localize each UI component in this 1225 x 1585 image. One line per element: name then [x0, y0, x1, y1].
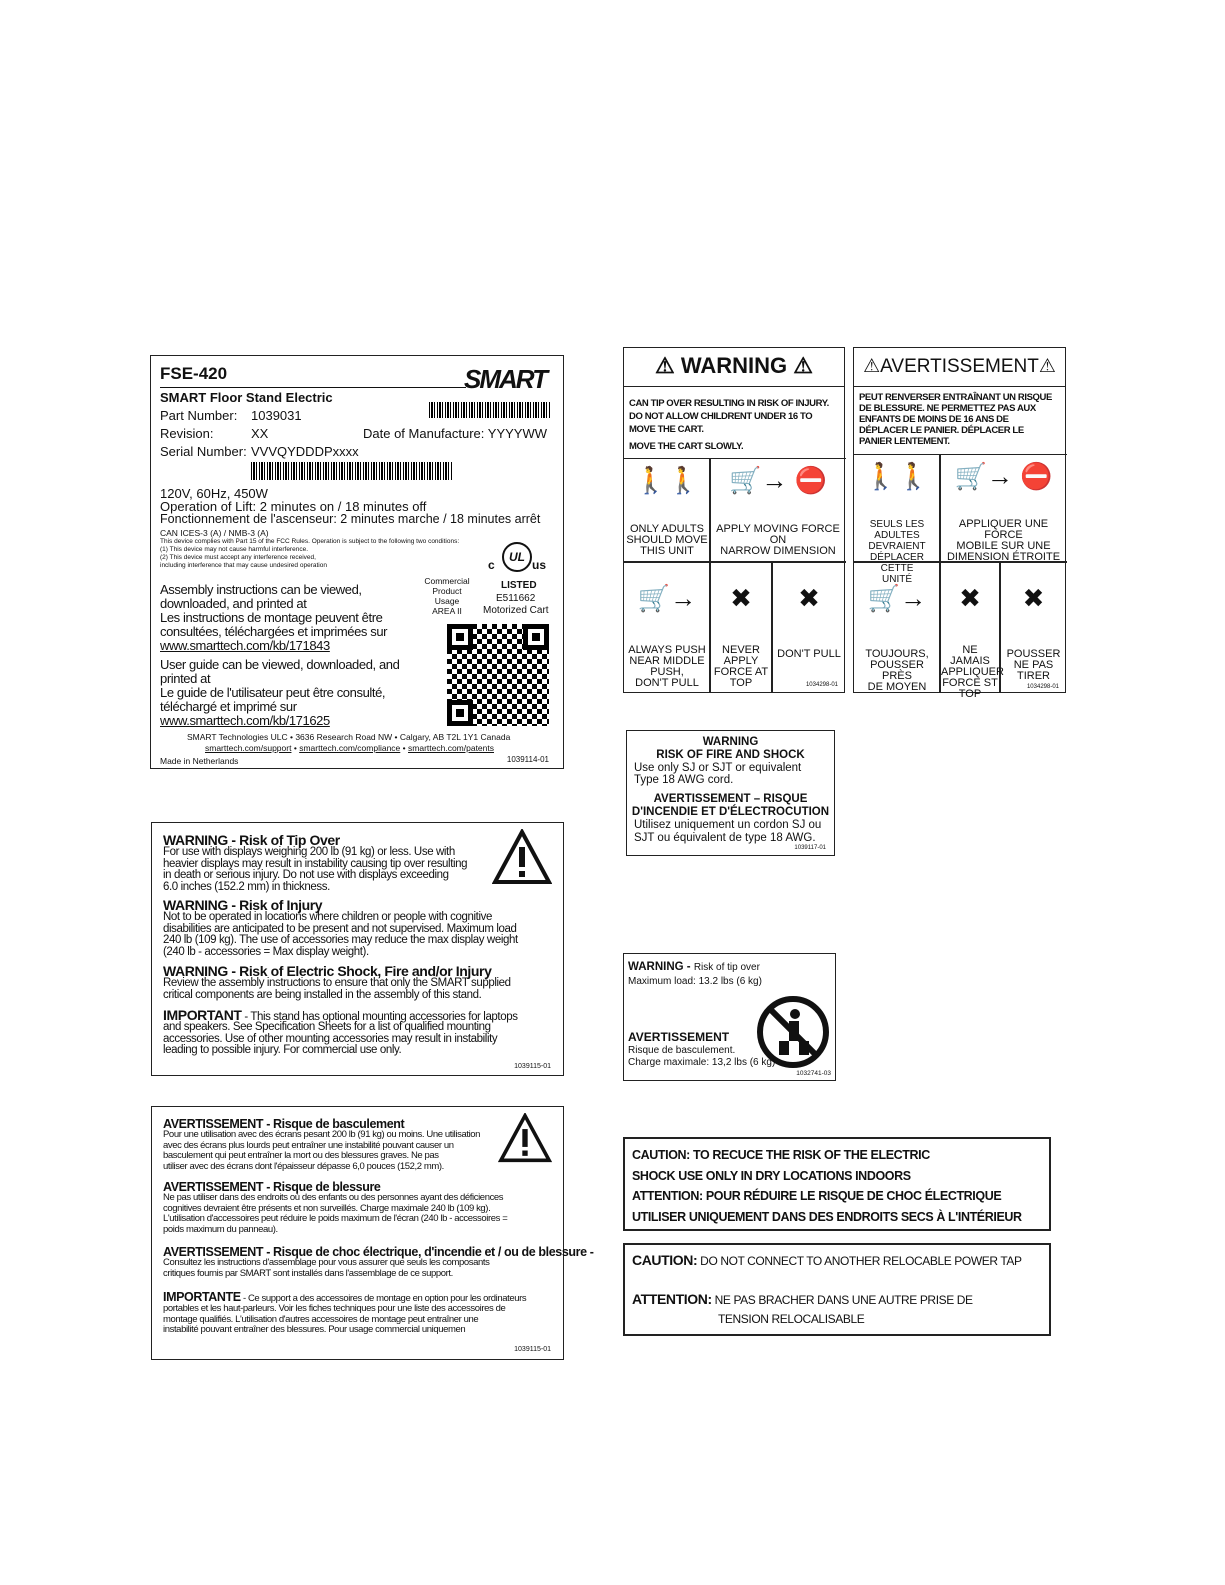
tip-warning-en: [623, 347, 845, 693]
push-middle-icon: 🛒→: [867, 583, 927, 613]
warning-fr-p2: Ne pas utiliser dans des endroits où des enfants ou des personnes ayant des déficiences cognitives devraient être présents et non surveillés. Charge maximale 240 lb (109 kg). L'utilisation d'accessoires peut réduire le poids maximum de l'écran (240 lb - accessoires = poids maximum du panneau).: [163, 1192, 508, 1235]
picto-fr-pull-label: POUSSER NE PAS TIRER: [1006, 648, 1061, 682]
tip-fr-rule: [854, 386, 1065, 387]
fire-title-fr: AVERTISSEMENT – RISQUE: [653, 793, 808, 805]
warning-en-h1: WARNING - Risk of Tip Over: [163, 832, 340, 848]
made-in: Made in Netherlands: [160, 756, 239, 766]
picto-fr-pull: [1000, 562, 1067, 693]
warning-en-h2: WARNING - Risk of Injury: [163, 897, 323, 913]
brand-rule: [160, 387, 466, 388]
ul-number: E511662: [496, 593, 536, 604]
serial-label: Serial Number:: [160, 444, 247, 459]
tip-en-rule: [624, 386, 844, 387]
picto-fr-push: [854, 562, 940, 693]
company-links: smarttech.com/support • smarttech.com/compliance • smarttech.com/patents: [205, 743, 494, 753]
caution-tap-fr-2: TENSION RELOCALISABLE: [718, 1312, 865, 1326]
picto-fr-never: [940, 562, 1004, 700]
warning-fr-h1: AVERTISSEMENT - Risque de basculement: [163, 1117, 405, 1131]
warning-en-p2: Not to be operated in locations where children or people with cognitive disabilities are anticipated to be present and not supervised. Maximum load 240 lb (109 kg). The use of accessories may reduce the max display weight (240 lb - accessories = Max display weight).: [163, 911, 518, 958]
guide-url[interactable]: www.smarttech.com/kb/171625: [160, 713, 330, 728]
warning-fr-h3: AVERTISSEMENT - Risque de choc électrique, d'incendie et / ou de blessure -: [163, 1245, 594, 1259]
product-label: [150, 355, 564, 769]
tip-en-code: 1034298-01: [805, 682, 838, 688]
qr-code: [447, 624, 549, 726]
picto-dont-pull-label: DON'T PULL: [777, 648, 841, 660]
serial-number: VVVQYDDDPxxxx: [251, 444, 359, 459]
power-rating: 120V, 60Hz, 450W: [160, 486, 268, 501]
adults-icon: 🚶🚶: [634, 465, 700, 495]
caution-dry-text: CAUTION: TO RECUCE THE RISK OF THE ELECTRIC SHOCK USE ONLY IN DRY LOCATIONS INDOORS ATTENTION: POUR RÉDUIRE LE RISQUE DE CHOC ÉLECTRIQUE UTILISER UNIQUEMENT DANS DES ENDROITS SECS À L'INTÉRIEUR: [632, 1148, 1022, 1224]
tip-small-avert: AVERTISSEMENT: [628, 1030, 730, 1044]
no-top-force-icon: ✖: [959, 583, 981, 613]
fire-line4: SJT ou équivalent de type 18 AWG.: [634, 832, 816, 844]
tip-fr-text: PEUT RENVERSER ENTRAÎNANT UN RISQUE DE BLESSURE. NE PERMETTEZ PAS AUX ENFANTS DE MOINS DE 16 ANS DE DÉPLACER LE PANIER. DÉPLACER LE PANIER LENTEMENT.: [859, 392, 1052, 447]
patents-link[interactable]: smarttech.com/patents: [408, 743, 494, 753]
ices-statement: CAN ICES-3 (A) / NMB-3 (A): [160, 528, 269, 538]
fire-line2: Type 18 AWG cord.: [634, 774, 734, 786]
push-cart-icon: 🛒→ ⛔: [954, 461, 1053, 491]
warning-en-h3: WARNING - Risk of Electric Shock, Fire and/or Injury: [163, 963, 492, 979]
fcc-statement: This device complies with Part 15 of the FCC Rules. Operation is subject to the following two conditions: (1) This device may not cause harmful interference. (2) This device must accept any interference received, including interference that may cause undesired operation: [160, 538, 460, 569]
no-pull-icon: ✖: [1022, 583, 1045, 613]
assembly-url[interactable]: www.smarttech.com/kb/171843: [160, 638, 330, 653]
picto-narrow-label: APPLY MOVING FORCE ON NARROW DIMENSION: [716, 523, 840, 557]
warning-triangle-icon: [492, 829, 552, 885]
warning-en-p4: and speakers. See Specification Sheets for a list of qualified mounting accessories. Use of other mounting accessories may result in instability leading to possible injury. For commercial use only.: [163, 1021, 498, 1056]
fire-subtitle-fr: D'INCENDIE ET D'ÉLECTROCUTION: [631, 806, 830, 818]
smart-logo: SMART: [464, 364, 546, 394]
tip-warning-fr: [853, 347, 1066, 700]
company-address: SMART Technologies ULC • 3636 Research Road NW • Calgary, AB T2L 1Y1 Canada: [187, 732, 511, 742]
compliance-link[interactable]: smarttech.com/compliance: [299, 743, 401, 753]
part-number: 1039031: [251, 408, 302, 423]
picto-fr-narrow: [940, 454, 1067, 562]
part-number-label: Part Number:: [160, 408, 238, 423]
support-link[interactable]: smarttech.com/support: [205, 743, 292, 753]
fire-code: 1039117-01: [794, 845, 826, 851]
picto-fr-never-label: NE JAMAIS APPLIQUER FORCE ST TOP: [941, 644, 1004, 700]
tip-small-warning: WARNING - Risk of tip over: [628, 961, 760, 973]
tip-fr-code: 1034298-01: [1026, 684, 1059, 690]
no-pull-icon: ✖: [798, 583, 820, 613]
ul-mark: [488, 542, 547, 578]
fire-line3: Utilisez uniquement un cordon SJ ou: [634, 819, 822, 831]
picto-dont-pull: [772, 562, 846, 693]
caution-tap-en: CAUTION: DO NOT CONNECT TO ANOTHER RELOCABLE POWER TAP: [632, 1252, 1022, 1268]
warning-en-important: IMPORTANT - This stand has optional mounting accessories for laptops: [163, 1007, 518, 1023]
picto-adults: [624, 458, 710, 562]
tip-small-load-fr: Charge maximale: 13,2 lbs (6 kg): [628, 1057, 776, 1068]
fire-line1: Use only SJ or SJT or equivalent: [634, 762, 802, 774]
lift-operation-en: Operation of Lift: 2 minutes on / 18 minutes off: [160, 499, 427, 514]
picto-adults-label: ONLY ADULTS SHOULD MOVE THIS UNIT: [626, 523, 708, 557]
push-middle-icon: 🛒→: [637, 583, 697, 613]
picto-never-top-label: NEVER APPLY FORCE AT TOP: [713, 644, 769, 689]
caution-dry-label: [623, 1137, 1051, 1231]
ul-cart: Motorized Cart: [483, 605, 549, 616]
warning-fr-p3: Consultez les instructions d'assemblage pour vous assurer que seuls les composants critiques fournis par SMART sont installés dans l'assemblage de ce support.: [163, 1257, 490, 1279]
part-barcode: [429, 402, 551, 418]
tip-en-title: ⚠ WARNING ⚠: [655, 353, 813, 378]
revision-label: Revision:: [160, 426, 214, 441]
revision: XX: [251, 426, 269, 441]
tip-fr-title: ⚠AVERTISSEMENT⚠: [863, 356, 1056, 377]
caution-tap-label: [623, 1243, 1051, 1336]
warning-triangle-icon: [498, 1113, 552, 1163]
warning-en-p3: Review the assembly instructions to ensure that only the SMART supplied critical components are being installed in the assembly of this stand.: [163, 977, 511, 1001]
warning-fr-p4: portables et les haut-parleurs. Voir les fiches techniques pour une liste des accessoires de montage qualifiés. L'utilisation d'autres accessoires de montage peut entraîner une instabilité pouvant entraîner des blessures. Pour usage commercial uniquemen: [163, 1303, 506, 1335]
warning-fr-p1: Pour une utilisation avec des écrans pesant 200 lb (91 kg) ou moins. Une utilisation avec des écrans plus lourds peut entraîner une instabilité pouvant causer un basculement qui peut entraîner la mort ou des blessures graves. Ne pas utiliser avec des écrans dont l'épaisseur dépasse 6,0 pouces (152,2 mm).: [163, 1129, 481, 1172]
warning-en-label: [151, 822, 564, 1076]
caution-tap-fr: ATTENTION: NE PAS BRACHER DANS UNE AUTRE PRISE DE: [632, 1291, 973, 1307]
ul-us: us: [532, 558, 547, 572]
ul-circle: UL: [502, 542, 532, 572]
ul-c: c: [488, 558, 495, 572]
tip-small-code: 1032741-03: [796, 1070, 831, 1077]
picto-fr-narrow-label: APPLIQUER UNE FORCE MOBILE SUR UNE DIMENSION ÉTROITE: [946, 518, 1061, 563]
tip-small-risque: Risque de basculement.: [628, 1045, 736, 1056]
warning-en-p1: For use with displays weighing 200 lb (91 kg) or less. Use with heavier displays may result in instability causing tip over resulting in death or serious injury. Do not use with displays exceeding 6.0 inches (152.2 mm) in thickness.: [163, 846, 468, 893]
tip-small-load-en: Maximum load: 13.2 lbs (6 kg): [628, 976, 762, 987]
date-of-manufacture: Date of Manufacture: YYYYWW: [363, 426, 547, 441]
picto-fr-adults: [854, 454, 940, 585]
picto-never-top: [710, 562, 772, 693]
warning-fr-important: IMPORTANTE - Ce support a des accessoires de montage en option pour les ordinateurs: [163, 1290, 527, 1304]
picto-push-middle-label: ALWAYS PUSH NEAR MIDDLE PUSH, DON'T PULL: [628, 644, 706, 689]
tip-over-small-label: [623, 953, 836, 1081]
ul-listed: LISTED: [501, 580, 537, 591]
commercial-usage: Commercial Product Usage AREA II: [424, 576, 470, 616]
picto-fr-adults-label: SEULS LES ADULTES DEVRAIENT DÉPLACER CETTE UNITÉ: [868, 519, 926, 585]
serial-barcode: [251, 462, 453, 480]
assembly-instructions: Assembly instructions can be viewed, downloaded, and printed at Les instructions de montage peuvent être consultées, téléchargées et imprimées sur www.smarttech.com/kb/171843: [160, 582, 388, 653]
warning-fr-h2: AVERTISSEMENT - Risque de blessure: [163, 1180, 381, 1194]
tip-en-text: CAN TIP OVER RESULTING IN RISK OF INJURY. DO NOT ALLOW CHILDRENT UNDER 16 TO MOVE THE CART. MOVE THE CART SLOWLY.: [629, 398, 829, 452]
picto-narrow: [710, 458, 846, 562]
picto-fr-push-label: TOUJOURS, POUSSER PRÈS DE MOYEN: [865, 648, 929, 693]
push-cart-icon: 🛒→ ⛔: [729, 465, 827, 495]
lift-operation-fr: Fonctionnement de l'ascenseur: 2 minutes marche / 18 minutes arrêt: [160, 512, 541, 526]
adults-icon: 🚶🚶: [864, 461, 930, 491]
model-number: FSE-420: [160, 364, 228, 383]
label-code: 1039114-01: [506, 755, 549, 764]
fire-shock-label: [626, 730, 835, 856]
product-name: SMART Floor Stand Electric: [160, 390, 333, 405]
fire-title: WARNING: [702, 736, 759, 748]
warning-fr-label: [151, 1106, 594, 1360]
no-top-force-icon: ✖: [730, 583, 752, 613]
warning-en-code: 1039115-01: [514, 1063, 551, 1070]
warning-fr-code: 1039115-01: [514, 1346, 551, 1353]
user-guide: User guide can be viewed, downloaded, and printed at Le guide de l'utilisateur peut être consulté, téléchargé et imprimé sur www.smarttech.com/kb/171625: [160, 657, 400, 728]
fire-subtitle: RISK OF FIRE AND SHOCK: [656, 749, 805, 761]
picto-push-middle: [624, 562, 710, 693]
